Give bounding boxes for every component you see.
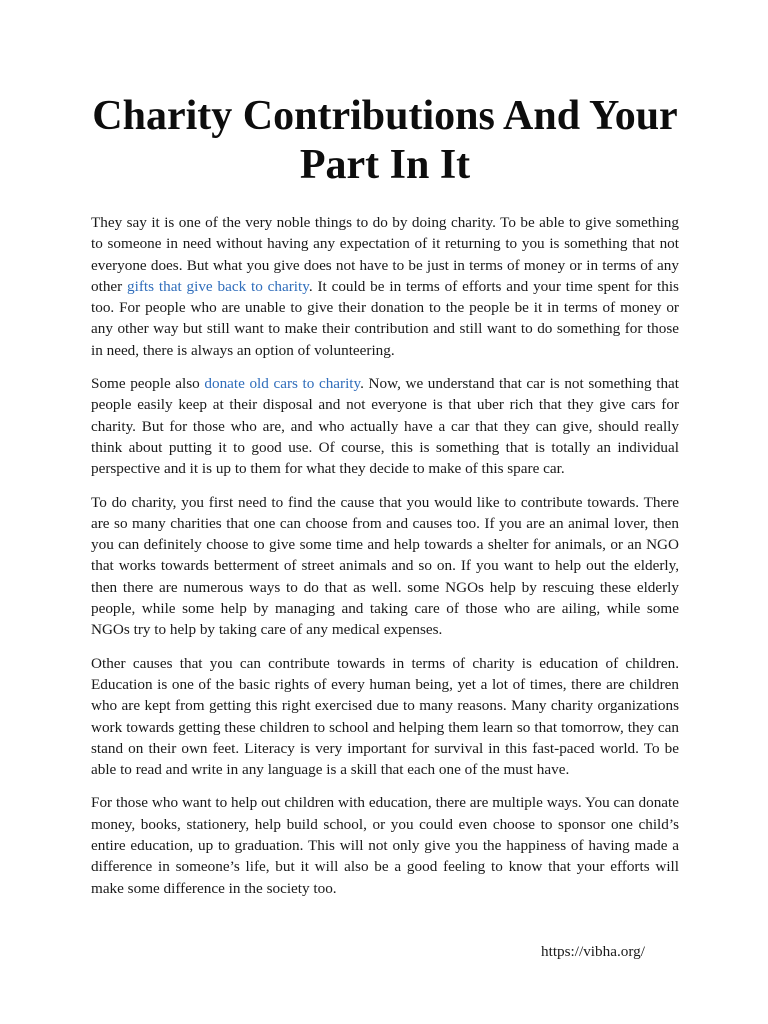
paragraph-2 — [91, 373, 679, 479]
page-title: Charity Contributions And Your Part In It — [92, 93, 678, 188]
paragraph-1 — [91, 212, 679, 361]
paragraph-2-text-after: . Now, we understand that car is not something that people easily keep at their disposal and not everyone is that uber rich that they give cars for charity. But for those who are, and who actually have a car that they can give, should really think about putting it to good use. Of course, this is something that is totally an individual perspective and it is up to them for what they decide to make of this spare car. — [91, 375, 679, 478]
footer-url: https://vibha.org/ — [541, 943, 645, 960]
paragraph-1-text-before: They say it is one of the very noble things to do by doing charity. To be able to give something to someone in need without having any expectation of it returning to you is something that not everyone does. But what you give does not have to be just in terms of money or in terms of any other — [91, 214, 679, 295]
paragraph-1-text-after: . It could be in terms of efforts and your time spent for this too. For people who are unable to give their donation to the people be it in terms of money or any other way but still want to make their contribution and still want to do something for those in need, there is always an option of volunteering. — [91, 277, 679, 359]
paragraph-5: For those who want to help out children with education, there are multiple ways. You can donate money, books, stationery, help build school, or you could even choose to sponsor one child’s entire education, up to graduation. This will not only give you the happiness of having made a difference in someone’s life, but it will also be a good feeling to know that your efforts will make some difference in the society too. — [91, 794, 679, 897]
gifts-charity-link[interactable]: gifts that give back to charity — [127, 277, 309, 295]
document-page — [91, 92, 679, 911]
donate-cars-link[interactable]: donate old cars to charity — [204, 375, 361, 393]
paragraph-4: Other causes that you can contribute towards in terms of charity is education of children. Education is one of the basic rights of every human being, yet a lot of times, there are children who are kept from getting this right exercised due to many reasons. Many charity organizations work towards getting these children to school and helping them learn so that tomorrow, they can stand on their own feet. Literacy is very important for survival in this fast-paced world. To be able to read and write in any language is a skill that each one of the must have. — [91, 654, 679, 779]
paragraph-3: To do charity, you first need to find the cause that you would like to contribute towards. There are so many charities that one can choose from and causes too. If you are an animal lover, then you can definitely choose to give some time and help towards a shelter for animals, or an NGO that works towards betterment of street animals and so on. If you want to help out the elderly, then there are numerous ways to do that as well. some NGOs help by rescuing these elderly people, while some help by managing and taking care of those who are ailing, while some NGOs try to help by taking care of any medical expenses. — [91, 493, 679, 639]
paragraph-2-text-before: Some people also — [91, 375, 205, 393]
